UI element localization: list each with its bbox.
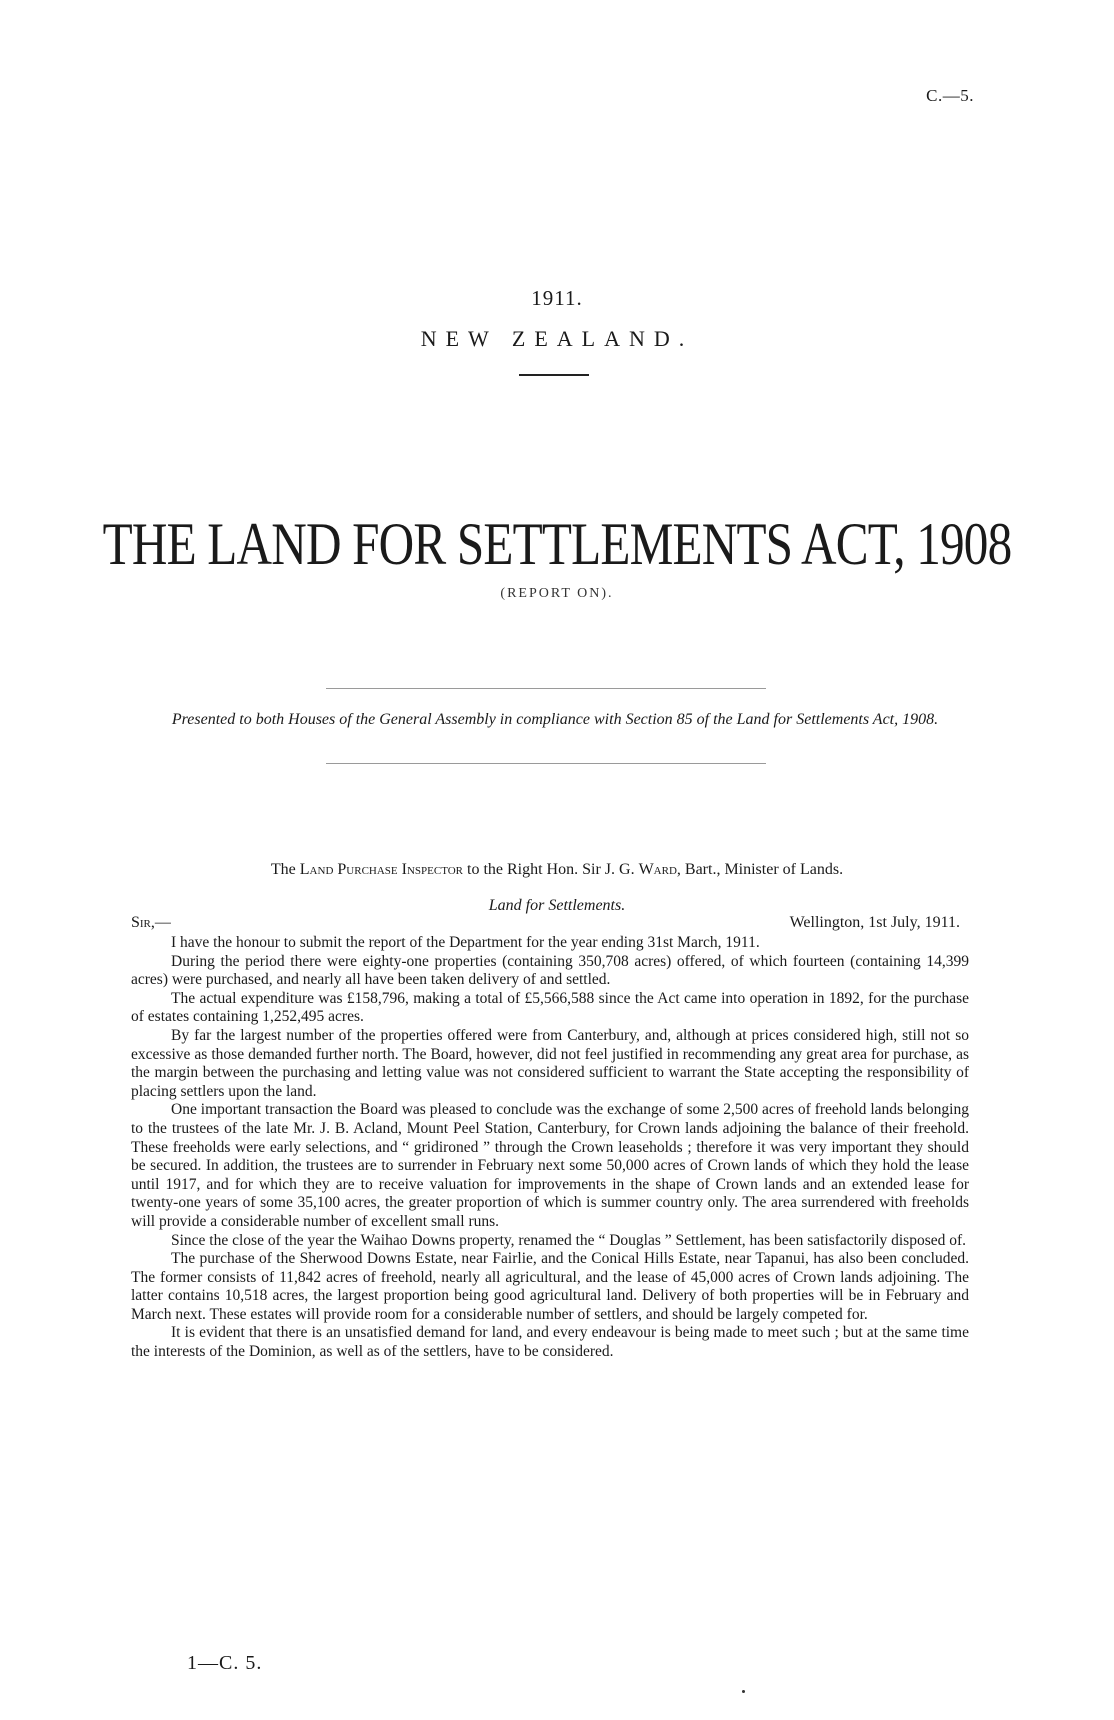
- paper-reference: C.—5.: [926, 86, 974, 105]
- paragraph: The purchase of the Sherwood Downs Estate, near Fairlie, and the Conical Hills Estate, near Tapanui, has also been concluded. The former consists of 11,842 acres of freehold, nearly all agricultural, and the lease of 45,000 acres of Crown lands adjoining. The latter contains 10,518 acres, the largest proportion being good agricultural land. Delivery of both properties will be in February and March next. These estates will provide room for a considerable number of settlers, and should be largely competed for.: [131, 1250, 969, 1323]
- publication-year: 1911.: [531, 286, 583, 310]
- addressee-suffix: , Bart., Minister of Lands.: [676, 861, 844, 878]
- addressee-from: Land Purchase Inspector: [299, 861, 463, 878]
- paragraph: Since the close of the year the Waihao Downs property, renamed the “ Douglas ” Settlement, has been satisfactorily disposed of.: [171, 1231, 967, 1249]
- paragraph: By far the largest number of the properties offered were from Canterbury, and, although at prices considered high, still not so excessive as those demanded further north. The Board, however, did not feel justified in recommending any great area for purchase, as the margin between the purchasing and letting value was not considered sufficient to warrant the State accepting the responsibility of placing settlers upon the land.: [131, 1026, 969, 1100]
- print-speck: [742, 1690, 745, 1693]
- addressee-name: Ward: [638, 861, 677, 878]
- paragraph: It is evident that there is an unsatisfied demand for land, and every endeavour is being made to meet such ; but at the same time the interests of the Dominion, as well as of the settlers, have to be considered.: [131, 1324, 969, 1361]
- salutation: Sir,—: [131, 914, 171, 931]
- addressee-prefix: The: [270, 861, 300, 878]
- document-title: THE LAND FOR SETTLEMENTS ACT, 1908: [102, 511, 1012, 577]
- letter-body: [131, 934, 969, 1362]
- paragraph: One important transaction the Board was pleased to conclude was the exchange of some 2,500 acres of freehold lands belonging to the trustees of the late Mr. J. B. Acland, Mount Peel Station, Canterbury, for Crown lands adjoining the balance of their freehold. These freeholds were early selections, and “ gridironed ” through the Crown leaseholds ; therefore it was very important they should be secured. In addition, the trustees are to surrender in February next some 50,000 acres of Crown lands of which they hold the lease until 1917, and for which they are to receive valuation for improvements in the shape of Crown lands and an extended lease for twenty-one years of some 35,100 acres, the greater proportion of which is summer country only. The area surrendered with freeholds will provide a considerable number of excellent small runs.: [131, 1101, 969, 1230]
- heading-divider: [519, 374, 589, 376]
- paragraph: I have the honour to submit the report of the Department for the year ending 31st March, 1911.: [171, 934, 760, 951]
- paragraph: During the period there were eighty-one properties (containing 350,708 acres) offered, of which fourteen (containing 14,399 acres) were purchased, and nearly all have been taken delivery of and settled.: [131, 952, 969, 989]
- department-heading: Land for Settlements.: [488, 897, 626, 914]
- presented-note: Presented to both Houses of the General Assembly in compliance with Section 85 of the Land for Settlements Act, 1908.: [171, 711, 939, 728]
- document-subtitle: (REPORT ON).: [500, 586, 614, 601]
- upper-rule: [326, 688, 766, 689]
- letter-addressee: [0, 861, 1114, 879]
- addressee-mid: to the Right Hon. Sir J. G.: [463, 861, 639, 878]
- signature-mark: 1—C. 5.: [187, 1652, 263, 1674]
- paragraph: The actual expenditure was £158,796, making a total of £5,566,588 since the Act came into operation in 1892, for the purchase of estates containing 1,252,495 acres.: [131, 989, 969, 1026]
- dateline: Wellington, 1st July, 1911.: [789, 914, 960, 931]
- country-heading: NEW ZEALAND.: [420, 326, 694, 351]
- lower-rule: [326, 763, 766, 764]
